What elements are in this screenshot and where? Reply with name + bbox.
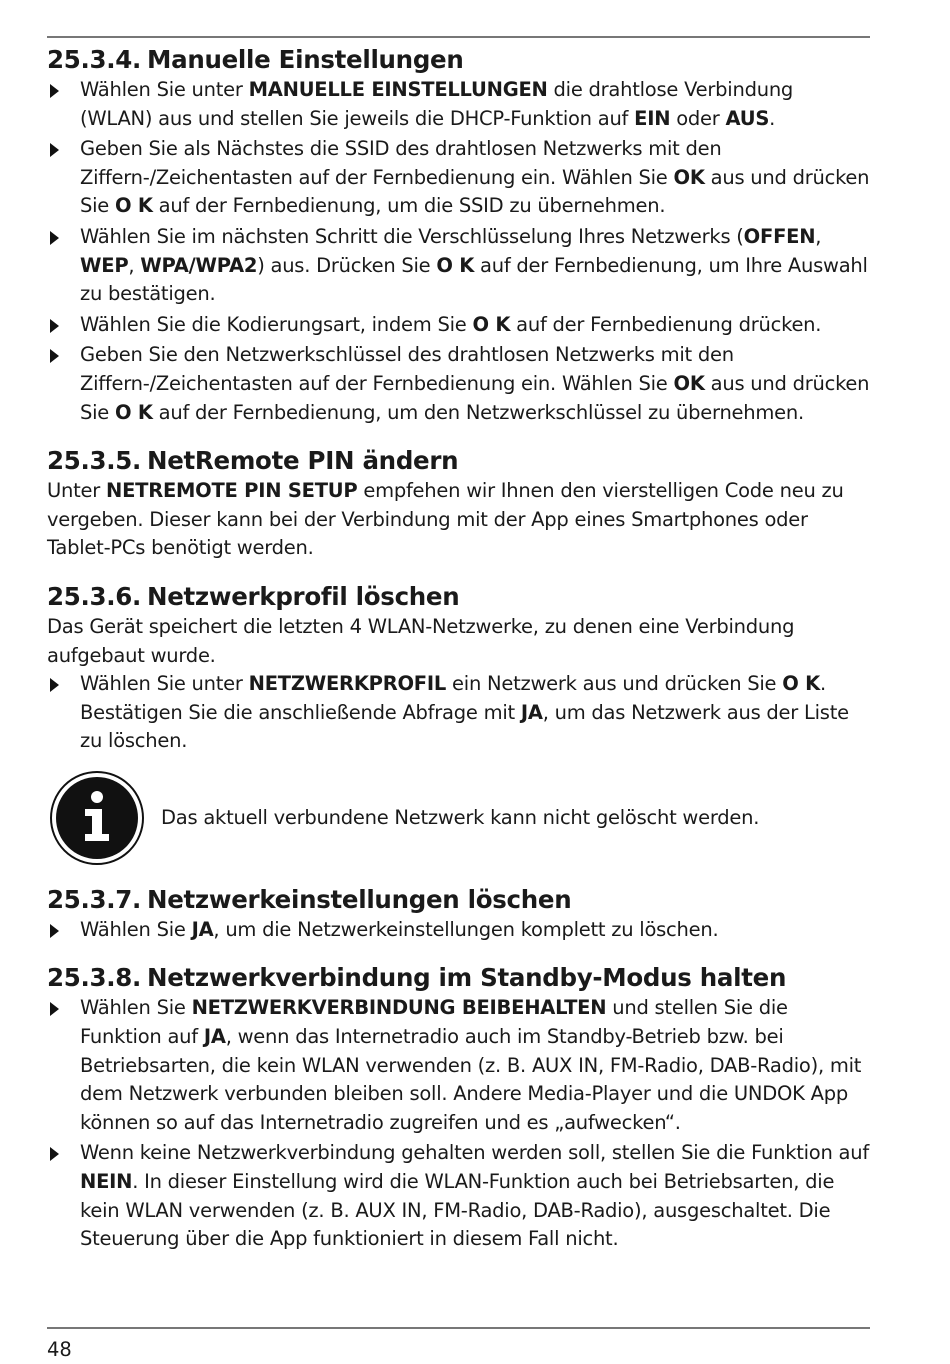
text-run: oder [670,106,726,130]
text-run: Wählen Sie unter [80,672,249,696]
text-run: Geben Sie als Nächstes die SSID des drahtlosen Netzwerks mit den Ziffern-/Zeichentasten auf der Fernbedienung ein. Wählen Sie [80,137,722,189]
arrow-bullet-icon [50,319,59,333]
section-heading [47,44,870,76]
top-rule [47,36,870,38]
bold-term: O K [436,253,475,277]
text-run: Wählen Sie unter [80,78,249,101]
text-run: , um die Netzwerkeinstellungen komplett zu löschen. [213,917,719,941]
info-note [49,770,870,866]
text-run: . Bestätigen Sie die anschließende Abfrage mit [80,672,826,724]
list-item [47,76,870,133]
section-25-3-8 [47,962,870,1253]
paragraph [47,613,870,670]
section-title: Netzwerkeinstellungen löschen [147,884,572,914]
text-run: Unter [47,479,106,503]
text-run: empfehen wir Ihnen den vierstelligen Code neu zu vergeben. Dieser kann bei der Verbindung mit der App eines Smartphones oder Tablet-PCs benötigt werden. [47,479,844,560]
list-item [47,223,870,309]
section-25-3-6 [47,581,870,866]
bold-term: O K [472,312,511,336]
section-title: Manuelle Einstellungen [147,45,464,74]
section-title: NetRemote PIN ändern [147,446,459,476]
bullet-list [47,916,870,945]
section-number: 25.3.6. [47,581,142,611]
text-run: . In dieser Einstellung wird die WLAN-Funktion auch bei Betriebsarten, die kein WLAN verwenden (z. B. AUX IN, FM-Radio, DAB-Radio), ausgeschaltet. Die Steuerung über die App funktioniert in diesem Fall nicht. [80,1170,835,1251]
arrow-bullet-icon [50,349,59,363]
arrow-bullet-icon [50,1147,59,1161]
bold-term: JA [191,917,214,941]
text-run: auf der Fernbedienung, um Ihre Auswahl zu bestätigen. [80,253,868,306]
text-run: auf der Fernbedienung drücken. [510,312,822,336]
bold-term: NETREMOTE PIN SETUP [106,479,358,503]
text-run: , [815,224,822,248]
section-heading [47,962,870,994]
text-run: Wählen Sie [80,917,192,941]
text-run: Das Gerät speichert die letzten 4 WLAN-Netzwerke, zu denen eine Verbindung aufgebaut wurde. [47,614,795,667]
section-25-3-4 [47,44,870,427]
bullet-list [47,76,870,427]
bold-term: AUS [725,106,770,130]
info-icon [49,770,145,866]
text-run: Wählen Sie [80,996,192,1020]
section-number: 25.3.8. [47,963,142,993]
bold-term: NEIN [80,1170,133,1194]
bold-term: EIN [634,106,671,130]
section-heading [47,581,870,613]
text-run: . [769,106,776,130]
text-run: aus und drücken Sie [80,371,870,424]
bold-term: JA [203,1025,226,1049]
bold-term: O K [115,400,153,424]
bold-term: OFFEN [743,224,816,248]
list-item [47,311,870,340]
section-number: 25.3.5. [47,446,142,476]
page-number: 48 [47,1338,72,1361]
arrow-bullet-icon [50,678,59,692]
text-run: , [128,253,141,277]
text-run: und stellen Sie die Funktion auf [80,996,788,1049]
list-item [47,916,870,945]
list-item [47,1139,870,1253]
text-run: aus und drücken Sie [80,165,870,218]
text-run: ein Netzwerk aus und drücken Sie [446,672,783,696]
text-run: , wenn das Internetradio auch im Standby-Betrieb bzw. bei Betriebsarten, die kein WLAN verwenden (z. B. AUX IN, FM-Radio, DAB-Radio), mit dem Netzwerk verbunden bleiben soll. Andere Media-Player und die UNDOK App können so auf das Internetradio zugreifen und es „aufwecken“. [80,1025,862,1134]
bold-term: OK [673,371,705,395]
bottom-rule [47,1327,870,1329]
bold-term: O K [782,672,820,696]
text-run: auf der Fernbedienung, um den Netzwerkschlüssel zu übernehmen. [152,400,804,424]
section-25-3-5 [47,445,870,563]
arrow-bullet-icon [50,231,59,245]
list-item [47,670,870,756]
page-content [47,44,870,1272]
list-item [47,135,870,221]
text-run: Geben Sie den Netzwerkschlüssel des drahtlosen Netzwerks mit den Ziffern-/Zeichentasten auf der Fernbedienung ein. Wählen Sie [80,343,734,395]
arrow-bullet-icon [50,84,59,98]
bold-term: NETZWERKVERBINDUNG BEIBEHALTEN [191,996,607,1020]
text-run: die drahtlose Verbindung (WLAN) aus und stellen Sie jeweils die DHCP-Funktion auf [80,78,794,130]
bold-term: MANUELLE EINSTELLUNGEN [248,78,548,101]
bold-term: NETZWERKPROFIL [248,672,447,696]
arrow-bullet-icon [50,924,59,938]
bold-term: WPA/WPA2 [140,253,258,277]
text-run: Wählen Sie im nächsten Schritt die Verschlüsselung Ihres Netzwerks ( [80,224,744,248]
paragraph [47,477,870,563]
section-title: Netzwerkprofil löschen [147,581,460,611]
list-item [47,994,870,1137]
section-title: Netzwerkverbindung im Standby-Modus halten [147,963,787,993]
text-run: Wählen Sie die Kodierungsart, indem Sie [80,312,473,336]
section-number: 25.3.4. [47,45,142,74]
arrow-bullet-icon [50,1002,59,1016]
section-heading [47,884,870,916]
bullet-list [47,670,870,756]
text-run: Wenn keine Netzwerkverbindung gehalten werden soll, stellen Sie die Funktion auf [80,1141,869,1165]
bold-term: JA [520,700,543,724]
arrow-bullet-icon [50,143,59,157]
text-run: , um das Netzwerk aus der Liste zu löschen. [80,700,849,753]
section-number: 25.3.7. [47,884,142,914]
section-heading [47,445,870,477]
text-run: ) aus. Drücken Sie [257,253,437,277]
section-25-3-7 [47,884,870,945]
bullet-list [47,994,870,1253]
bold-term: O K [115,194,153,218]
bold-term: WEP [80,253,129,277]
list-item [47,341,870,427]
info-note-text: Das aktuell verbundene Netzwerk kann nicht gelöscht werden. [161,805,760,829]
bold-term: OK [673,165,705,189]
text-run: auf der Fernbedienung, um die SSID zu übernehmen. [152,194,666,218]
